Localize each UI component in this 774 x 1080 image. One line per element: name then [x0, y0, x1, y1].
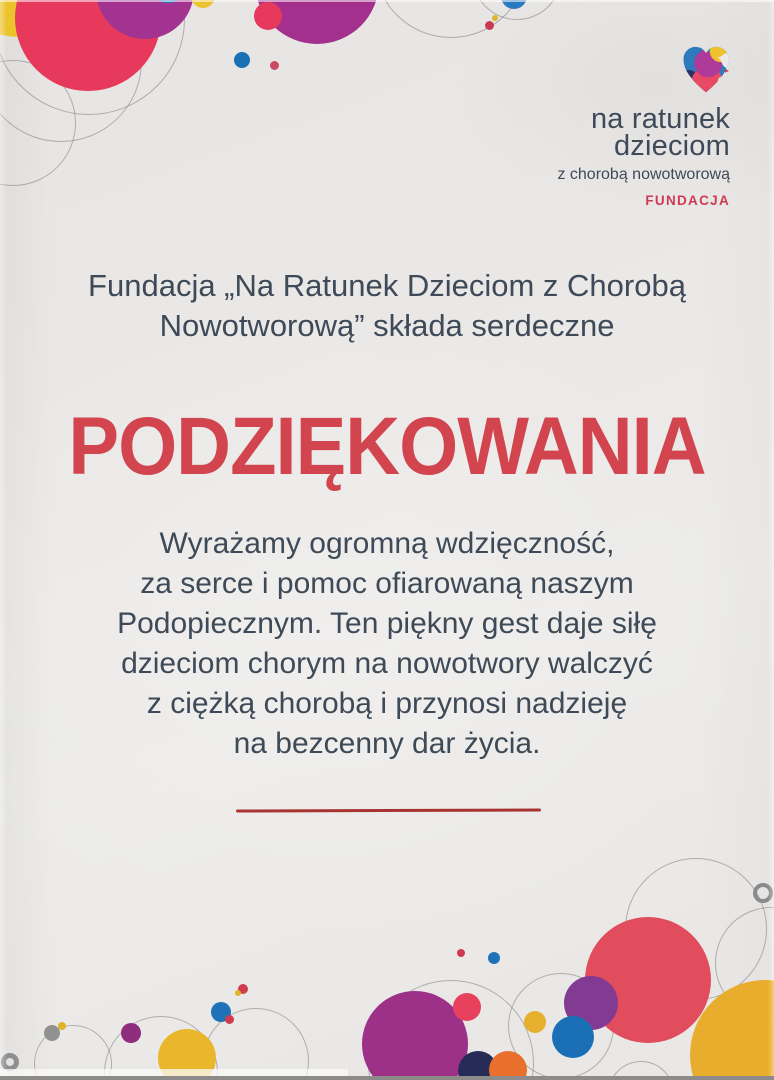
foundation-label: FUNDACJA [645, 193, 730, 208]
message-line: Wyrażamy ogromną wdzięczność, [159, 527, 615, 560]
decor-circle [121, 1023, 141, 1043]
logo-title-line1: na ratunek [590, 103, 730, 135]
message-line: Podopiecznym. Ten piękny gest daje siłę [117, 607, 657, 640]
decor-ring-icon [753, 883, 773, 903]
foundation-logo [557, 40, 730, 208]
decor-circle [254, 2, 282, 30]
decor-circle [158, 1029, 216, 1080]
intro-text [0, 266, 774, 346]
message-line: na bezcenny dar życia. [233, 727, 541, 760]
signature-divider [236, 808, 541, 812]
logo-title-line2: dzieciom [613, 130, 730, 162]
decor-outline-circle [608, 1061, 674, 1080]
decor-ring-icon [1, 1053, 19, 1071]
message-line: z ciężką chorobą i przynosi nadzieję [146, 687, 628, 720]
intro-line1: Fundacja „Na Ratunek Dzieciom z Chorobą [88, 268, 686, 303]
decor-circle [488, 952, 500, 964]
decor-circle [453, 993, 481, 1021]
decor-circle [524, 1011, 546, 1033]
page-title: PODZIĘKOWANIA [68, 401, 706, 493]
thanks-message [0, 524, 774, 764]
decor-circle [191, 0, 215, 8]
decor-circle [485, 21, 494, 30]
decor-circle [492, 15, 498, 21]
decor-circle [225, 1015, 234, 1024]
decor-circle [457, 949, 465, 957]
logo-subtitle: z chorobą nowotworową [557, 166, 730, 183]
heart-child-profile-icon [678, 40, 734, 100]
decor-circle [234, 52, 250, 68]
decor-circle [270, 61, 279, 70]
intro-line2: Nowotworową” składa serdeczne [159, 308, 615, 343]
decor-circle [235, 990, 241, 996]
decor-circle [44, 1025, 60, 1041]
message-line: dzieciom chorym na nowotwory walczyć [121, 647, 653, 680]
decor-circle [552, 1016, 594, 1058]
message-line: za serce i pomoc ofiarowaną naszym [140, 567, 634, 600]
